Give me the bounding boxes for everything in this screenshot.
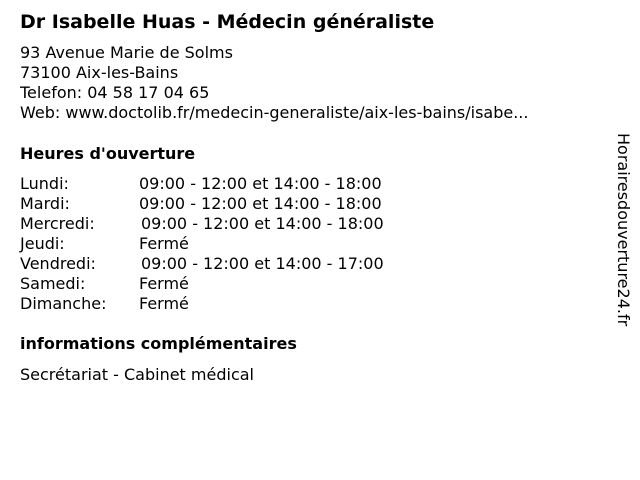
opening-hours-heading: Heures d'ouverture	[20, 144, 196, 163]
additional-info-heading: informations complémentaires	[20, 334, 297, 353]
time-value: 09:00 - 12:00 et 14:00 - 17:00	[141, 254, 384, 273]
time-value: 09:00 - 12:00 et 14:00 - 18:00	[139, 174, 382, 193]
time-value: Fermé	[139, 294, 189, 313]
website-link: Web: www.doctolib.fr/medecin-generaliste/aix-les-bains/isabe...	[20, 103, 529, 122]
day-label: Mardi:	[20, 194, 70, 213]
site-watermark: Horairesdouverture24.fr	[614, 133, 633, 327]
page-title: Dr Isabelle Huas - Médecin généraliste	[20, 11, 435, 33]
time-value: 09:00 - 12:00 et 14:00 - 18:00	[139, 194, 382, 213]
time-value: 09:00 - 12:00 et 14:00 - 18:00	[141, 214, 384, 233]
additional-info-text: Secrétariat - Cabinet médical	[20, 365, 254, 384]
phone-number: Telefon: 04 58 17 04 65	[20, 83, 210, 102]
city-address: 73100 Aix-les-Bains	[20, 63, 179, 82]
day-label: Samedi:	[20, 274, 86, 293]
address-block	[20, 43, 528, 123]
day-label: Lundi:	[20, 174, 69, 193]
day-label: Vendredi:	[20, 254, 96, 273]
time-value: Fermé	[139, 274, 189, 293]
day-label: Dimanche:	[20, 294, 107, 313]
street-address: 93 Avenue Marie de Solms	[20, 43, 233, 62]
day-label: Mercredi:	[20, 214, 95, 233]
day-label: Jeudi:	[20, 234, 65, 253]
time-value: Fermé	[139, 234, 189, 253]
